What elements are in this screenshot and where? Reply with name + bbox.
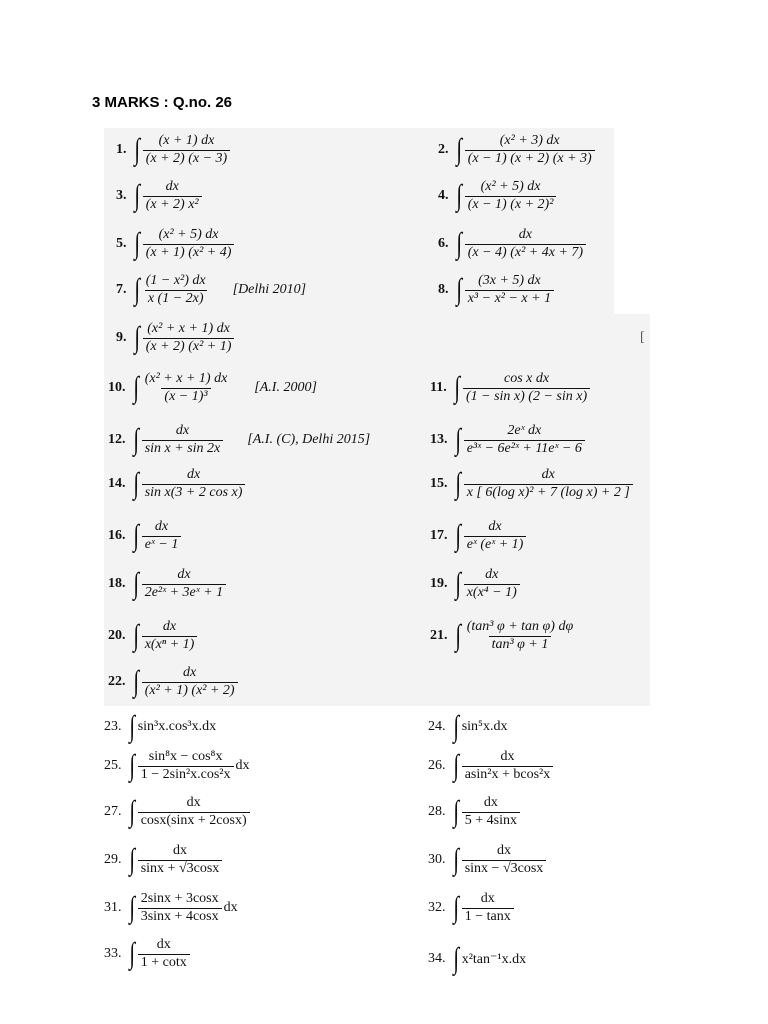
question-5 [116,228,234,260]
fraction [138,796,250,828]
question-number: 11. [430,380,447,396]
question-number: 29. [104,852,122,868]
integral-sign-icon: ∫ [132,467,139,501]
question-13 [430,424,585,456]
denominator: x(x⁴ − 1) [464,584,520,601]
question-24 [428,712,507,742]
fraction [462,844,547,876]
fraction [464,620,576,652]
question-number: 24. [428,719,446,734]
question-number: 4. [438,188,449,204]
question-17 [430,520,526,552]
numerator: dx [480,891,495,906]
denominator: (x + 2) (x² + 1) [143,338,235,355]
question-21 [430,620,576,652]
question-number: 19. [430,576,448,592]
question-31 [104,892,238,924]
integral-sign-icon: ∫ [132,665,139,699]
fraction [464,520,527,552]
question-number: 7. [116,282,127,298]
question-number: 15. [430,476,448,492]
question-12 [108,424,370,456]
numerator: (x² + 3) dx [499,133,560,148]
denominator: x³ − x² − x + 1 [465,290,554,307]
fraction [463,372,590,404]
question-number: 3. [116,188,127,204]
denominator: (x − 4) (x² + 4x + 7) [465,244,586,261]
question-number: 16. [108,528,126,544]
question-8 [438,274,554,306]
numerator: dx [175,423,190,438]
numerator: (x + 1) dx [158,133,215,148]
question-26 [428,750,553,782]
numerator: (x² + 5) dx [480,179,541,194]
question-18 [108,568,226,600]
question-number: 34. [428,951,446,966]
question-6 [438,228,586,260]
question-23 [104,712,216,742]
question-number: 14. [108,476,126,492]
integral-sign-icon: ∫ [454,519,461,553]
denominator: sin x + sin 2x [142,440,224,457]
denominator: cosx(sinx + 2cosx) [138,812,250,829]
question-34 [428,944,526,974]
page-heading: 3 MARKS : Q.no. 26 [92,94,233,111]
question-20 [108,620,197,652]
fraction [465,228,586,260]
question-number: 2. [438,142,449,158]
fraction [142,372,231,404]
numerator: dx [173,843,188,858]
numerator: dx [488,519,502,534]
question-2 [438,134,595,166]
question-number: 20. [108,628,126,644]
fraction [142,666,238,698]
numerator: dx [485,567,499,582]
integral-sign-icon: ∫ [452,942,459,975]
differential: dx [223,900,238,916]
question-number: 10. [108,380,126,396]
question-number: 27. [104,804,122,820]
question-33 [104,938,190,970]
cut-off-reference-mark: [ [640,330,645,345]
fraction [143,322,235,354]
question-number: 21. [430,628,448,644]
numerator: dx [177,567,191,582]
integral-sign-icon: ∫ [128,843,135,877]
question-number: 18. [108,576,126,592]
question-number: 32. [428,900,446,916]
question-number: 25. [104,758,122,774]
numerator: 2sinx + 3cosx [140,891,219,906]
numerator: (tan³ φ + tan φ) dφ [466,619,574,634]
denominator: eˣ − 1 [142,536,182,553]
integral-sign-icon: ∫ [132,567,139,601]
denominator: 1 − 2sin²x.cos²x [138,766,234,783]
numerator: dx [483,795,498,810]
question-number: 23. [104,719,122,734]
question-16 [108,520,181,552]
numerator: (x² + x + 1) dx [144,371,228,386]
question-9 [116,322,234,354]
question-14 [108,468,245,500]
denominator: (x − 1) (x + 2)² [465,196,557,213]
denominator: x(xⁿ + 1) [142,636,198,653]
fraction [462,750,554,782]
integral-sign-icon: ∫ [452,891,459,925]
integrand: x²tan⁻¹x.dx [461,951,527,967]
denominator: sinx + √3cosx [138,860,223,877]
question-19 [430,568,520,600]
numerator: dx [183,665,197,680]
integral-sign-icon: ∫ [455,273,462,307]
fraction [465,134,595,166]
exam-reference: [A.I. 2000] [254,380,317,396]
integrand: sin³x.cos³x.dx [137,719,217,734]
denominator: 5 + 4sinx [462,812,520,829]
integral-sign-icon: ∫ [132,371,139,405]
denominator: tan³ φ + 1 [489,636,552,653]
numerator: dx [518,227,532,242]
numerator: dx [500,749,515,764]
denominator: 1 − tanx [462,908,514,925]
question-number: 8. [438,282,449,298]
fraction [462,796,520,828]
denominator: e³ˣ − 6e²ˣ + 11eˣ − 6 [464,440,585,457]
fraction [465,180,557,212]
question-number: 22. [108,674,126,690]
question-1 [116,134,230,166]
denominator: (x² + 1) (x² + 2) [142,682,238,699]
fraction [143,274,209,306]
integral-sign-icon: ∫ [454,567,461,601]
fraction [138,750,234,782]
integral-sign-icon: ∫ [128,891,135,925]
fraction [142,620,198,652]
question-number: 17. [430,528,448,544]
integral-sign-icon: ∫ [132,619,139,653]
fraction [464,424,585,456]
integral-sign-icon: ∫ [133,133,140,167]
question-number: 30. [428,852,446,868]
integral-sign-icon: ∫ [452,749,459,783]
question-28 [428,796,520,828]
integral-sign-icon: ∫ [454,467,461,501]
fraction [464,568,520,600]
denominator: x (1 − 2x) [145,290,207,307]
integral-sign-icon: ∫ [455,179,462,213]
integral-sign-icon: ∫ [133,179,140,213]
fraction [138,892,222,924]
question-15 [430,468,633,500]
numerator: sin⁸x − cos⁸x [148,749,223,764]
denominator: 2e²ˣ + 3eˣ + 1 [142,584,226,601]
denominator: eˣ (eˣ + 1) [464,536,527,553]
integral-sign-icon: ∫ [455,227,462,261]
denominator: sinx − √3cosx [462,860,547,877]
question-number: 31. [104,900,122,916]
integral-sign-icon: ∫ [452,795,459,829]
question-number: 9. [116,330,127,346]
numerator: 2eˣ dx [507,423,542,438]
question-29 [104,844,222,876]
integral-sign-icon: ∫ [132,423,139,457]
question-number: 13. [430,432,448,448]
question-10 [108,372,317,404]
fraction [142,424,224,456]
question-number: 33. [104,946,122,962]
denominator: (x + 1) (x² + 4) [143,244,235,261]
integral-sign-icon: ∫ [133,273,140,307]
exam-reference: [Delhi 2010] [232,282,307,298]
denominator: (x − 1) (x + 2) (x + 3) [465,150,595,167]
question-4 [438,180,556,212]
numerator: dx [541,467,555,482]
numerator: cos x dx [503,371,550,386]
question-number: 6. [438,236,449,252]
integral-sign-icon: ∫ [453,371,460,405]
fraction [138,844,223,876]
numerator: dx [186,795,201,810]
integral-sign-icon: ∫ [452,710,459,743]
exam-reference: [A.I. (C), Delhi 2015] [247,432,371,448]
integral-sign-icon: ∫ [454,423,461,457]
question-number: 26. [428,758,446,774]
integral-sign-icon: ∫ [128,937,135,971]
question-30 [428,844,546,876]
question-7 [116,274,306,306]
numerator: dx [165,179,179,194]
fraction [138,938,190,970]
question-number: 28. [428,804,446,820]
differential: dx [235,758,250,774]
numerator: (3x + 5) dx [478,273,541,288]
integral-sign-icon: ∫ [452,843,459,877]
integral-sign-icon: ∫ [128,795,135,829]
fraction [142,468,246,500]
denominator: (x + 2) (x − 3) [143,150,230,167]
numerator: dx [156,937,171,952]
denominator: 3sinx + 4cosx [138,908,222,925]
denominator: asin²x + bcos²x [462,766,554,783]
fraction [462,892,514,924]
numerator: (1 − x²) dx [145,273,206,288]
fraction [464,468,633,500]
fraction [465,274,554,306]
fraction [143,180,202,212]
fraction [143,228,235,260]
denominator: (1 − sin x) (2 − sin x) [463,388,590,405]
integrand: sin⁵x.dx [461,719,508,734]
question-3 [116,180,202,212]
integral-sign-icon: ∫ [454,619,461,653]
question-11 [430,372,590,404]
numerator: dx [162,619,177,634]
denominator: (x + 2) x² [143,196,202,213]
numerator: dx [154,519,169,534]
question-27 [104,796,250,828]
denominator: 1 + cotx [138,954,190,971]
denominator: x [ 6(log x)² + 7 (log x) + 2 ] [464,484,633,501]
numerator: (x² + x + 1) dx [147,321,230,336]
integral-sign-icon: ∫ [128,710,135,743]
fraction [142,568,226,600]
integral-sign-icon: ∫ [455,133,462,167]
denominator: sin x(3 + 2 cos x) [142,484,246,501]
numerator: dx [497,843,512,858]
denominator: (x − 1)³ [161,388,210,405]
question-25 [104,750,250,782]
numerator: dx [186,467,201,482]
fraction [143,134,230,166]
numerator: (x² + 5) dx [158,227,219,242]
question-number: 12. [108,432,126,448]
integral-sign-icon: ∫ [128,749,135,783]
integral-sign-icon: ∫ [133,321,140,355]
integral-sign-icon: ∫ [132,519,139,553]
question-number: 1. [116,142,127,158]
question-number: 5. [116,236,127,252]
integral-sign-icon: ∫ [133,227,140,261]
fraction [142,520,182,552]
question-22 [108,666,238,698]
question-32 [428,892,514,924]
